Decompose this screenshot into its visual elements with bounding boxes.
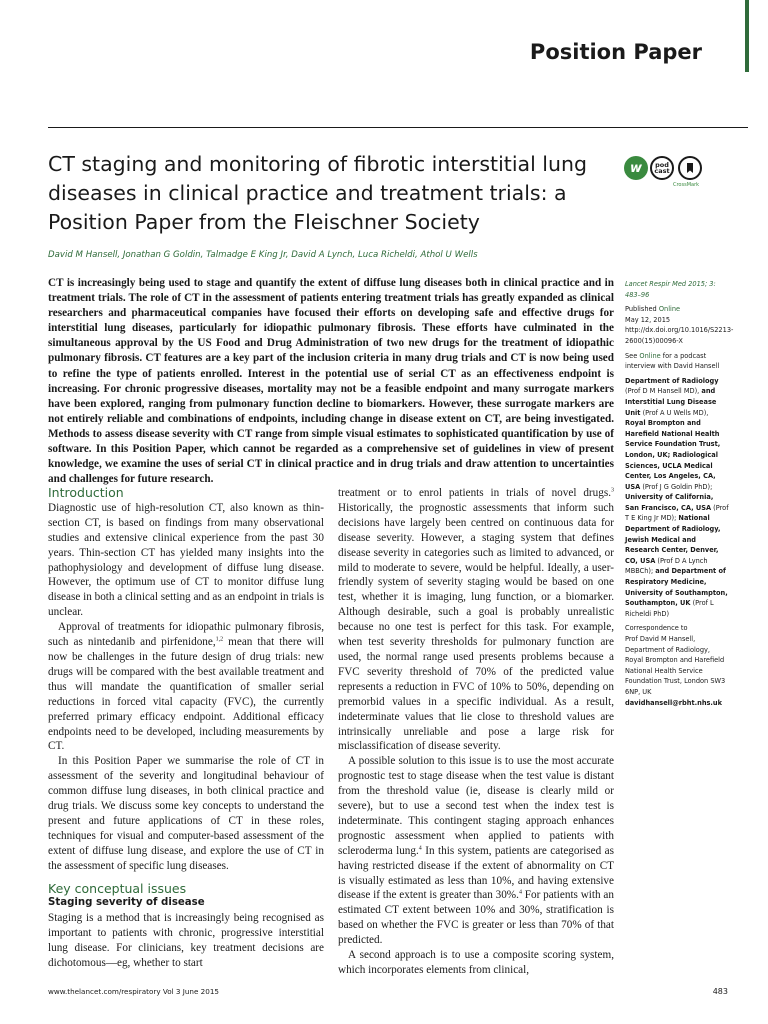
correspondence-label: Correspondence to [625, 624, 688, 633]
paragraph: A second approach is to use a composite scoring system, which incorporates elements from clinical, [338, 949, 614, 976]
affiliation-text: National Department of Radiology, Jewish Medical and Research Center, Denver, CO, USA [625, 514, 721, 565]
podcast-note-text: for a podcast interview with David Hansell [625, 351, 720, 371]
affiliation-person: (Prof J G Goldin PhD); [640, 482, 713, 491]
podcast-online-link[interactable]: Online [639, 351, 661, 360]
abstract: CT is increasingly being used to stage and quantify the extent of diffuse lung diseases both in clinical practice and in treatment trials. The role of CT in the assessment of patients entering treatment trials has greatly expanded as clinical researchers and pharmaceutical companies have focused their efforts on developing safe and effective drugs for interstitial lung diseases, particularly for idiopathic pulmonary fibrosis. These efforts have culminated in the simultaneous approval by the US Food and Drug Administration of two new drugs for the treatment of idiopathic pulmonary fibrosis. CT features are a key part of the inclusion criteria in many drug trials and CT is now being used to refine the type of patients enrolled. Interest in the potential use of serial CT as an effectiveness endpoint is increasing. For chronic progressive diseases, mortality may not be a feasible endpoint and many surrogate markers have been explored, ranging from pulmonary function decline to biomarkers. However, these surrogate markers are not entirely reliable and combinations of endpoints, including change in disease extent on CT, are being investigated. Methods to assess disease severity with CT range from simple visual estimates to sophisticated quantification by use of software. In this Position Paper, which cannot be regarded as a comprehensive set of guidelines in view of present knowledge, we examine the uses of serial CT in clinical practice and in drug trials and draw attention to uncertainties and challenges for future research. [48, 277, 614, 486]
paragraph: In this Position Paper we summarise the role of CT in assessment of the severity and longitudinal behaviour of common diffuse lung diseases, in both clinical practice and drug trials. We discuss some key concepts to understand the present and future applications of CT in these roles, techniques for visual and computer-based assessment of the extent of diffuse lung disease, and explore the use of CT in the assessment of specific lung diseases. [48, 755, 324, 872]
reference-superscript[interactable]: 4 [518, 889, 522, 896]
podcast-note [625, 351, 729, 372]
paragraph-text: Approval of treatments for idiopathic pulmonary fibrosis, such as nintedanib and pirfenidone, [48, 621, 324, 649]
article-title: CT staging and monitoring of fibrotic interstitial lung diseases in clinical practice and treatment trials: a Position Paper from the Fleischner Society [48, 152, 587, 234]
paragraph-text: A possible solution to this issue is to use the most accurate prognostic test to stage disease when the test value is distant from the threshold value (ie, disease is clearly mild or severe), but to use a second test when the index test is indeterminate. This contingent staging approach enhances prognostic assessment when applied to patients with scleroderma lung. [338, 755, 614, 857]
bookmark-icon [684, 162, 696, 174]
w-logo-icon[interactable]: w [624, 156, 648, 180]
online-link[interactable]: Online [658, 305, 681, 314]
correspondence-address: Prof David M Hansell, Department of Radiology, Royal Brompton and Harefield National Health Service Foundation Trust, London SW3 6NP, UK [625, 635, 726, 696]
paragraph-text: For patients with an estimated CT extent between 10% and 30%, stratification is based on whether the FVC is greater or less than 70% of that predicted. [338, 889, 614, 947]
podcast-icon[interactable]: pod cast [650, 156, 674, 180]
body-column-right [338, 486, 614, 978]
paragraph [338, 754, 614, 948]
affiliation-person: (Prof T E King Jr MD); [625, 503, 729, 523]
footer-journal-info[interactable]: www.thelancet.com/respiratory Vol 3 June 2015 [48, 987, 219, 996]
affiliation-person: (Prof D A Lynch MBBCh); [625, 556, 708, 576]
key-issues-heading: Key conceptual issues [48, 880, 187, 896]
affiliation-text: Royal Brompton and Harefield National Health Service Foundation Trust, London, UK; Radiological Sciences, UCLA Medical Center, Los Angeles, CA, USA [625, 419, 721, 491]
paragraph: Staging is a method that is increasingly being recognised as important to patients with chronic, progressive interstitial lung disease. For clinicians, key treatment decisions are dichotomous—eg, whether to start [48, 912, 324, 970]
accent-bar [745, 0, 749, 72]
body-column-left [48, 486, 324, 971]
affiliations [625, 376, 729, 620]
published-line [625, 304, 729, 315]
published-label: Published [625, 305, 659, 314]
page-number: 483 [712, 987, 728, 996]
publication-date: May 12, 2015 [625, 315, 671, 324]
correspondence-email[interactable]: davidhansell@rbht.nhs.uk [625, 698, 723, 707]
see-label: See [625, 351, 640, 360]
paragraph-text: In this system, patients are categorised as having restricted disease if the extent of abnormality on CT is visually estimated as less than 10%, and having extensive disease if the extent is greater than 30%. [338, 844, 614, 902]
section-label: Position Paper [529, 40, 702, 64]
affiliation-person: (Prof A U Wells MD), [640, 408, 709, 417]
paragraph [338, 486, 614, 754]
reference-superscript[interactable]: 1,2 [215, 636, 224, 643]
affiliation-text: and Interstitial Lung Disease Unit [625, 387, 717, 417]
affiliation-person: (Prof D M Hansell MD), [625, 387, 702, 396]
article-badges [624, 152, 724, 188]
crossmark-label: CrossMark [673, 182, 700, 188]
intro-heading: Introduction [48, 485, 124, 500]
affiliation-text: and Department of Respiratory Medicine, University of Southampton, Southampton, UK [625, 567, 728, 608]
doi-link[interactable]: http://dx.doi.org/10.1016/S2213-2600(15)00096-X [625, 326, 734, 345]
header-divider [48, 127, 748, 128]
staging-heading: Staging severity of disease [48, 897, 205, 909]
citation [625, 279, 729, 300]
paragraph [48, 620, 324, 754]
author-list: David M Hansell, Jonathan G Goldin, Talmadge E King Jr, David A Lynch, Luca Richeldi, Athol U Wells [48, 250, 478, 260]
paragraph-text: mean that there will now be challenges in the future design of drug trials: new drugs will be compared with the best available treatment and thus will mandate the quantification of smaller serial reductions in forced vital capacity (FVC), the currently preferred primary efficacy endpoint. Additional efficacy endpoints need to be developed, including measurements by CT. [48, 636, 324, 753]
crossmark-icon[interactable] [678, 156, 702, 180]
paragraph-text: treatment or to enrol patients in trials of novel drugs. [338, 487, 611, 499]
reference-superscript[interactable]: 4 [418, 845, 422, 852]
sidebar [625, 279, 734, 708]
affiliation-person: (Prof L Richeldi PhD) [625, 599, 714, 618]
paragraph-text: Historically, the prognostic assessments that inform such decisions have largely been centred on continuous data for disease severity. However, a staging system that defines disease severity in categories such as limited to advanced, or mild to moderate to severe, would be helpful. Ideally, a user-friendly system of severity staging would be based on one test, whether it is imaging, lung function, or a biomarker. Although desirable, such a goal is probably unrealistic because no one test is perfect for this task. For example, when test severity thresholds for pulmonary function are used, the normal range used presents problems because a FVC severity threshold of 70% of the predicted value represents a reduction in FVC of 10% to 50%, depending on premorbid values in a specific individual. As a result, indeterminate values that lie close to threshold values are intrinsically unreliable and pose a large risk for misclassification of disease severity. [338, 501, 614, 753]
journal-citation: Lancet Respir Med 2015; 3: 483–96 [625, 280, 716, 299]
paragraph: Diagnostic use of high-resolution CT, also known as thin-section CT, is based on findings from many observational studies and extensive clinical experience from the past 30 years. Thin-section CT has yielded many insights into the pathophysiology and development of diffuse lung disease. However, the optimum use of CT to monitor diffuse lung disease in both a clinical setting and as an endpoint in trials is unclear. [48, 501, 324, 619]
affiliation-text: Department of Radiology [625, 376, 719, 385]
affiliation-text: University of California, San Francisco, CA, USA [625, 493, 714, 512]
reference-superscript[interactable]: 3 [611, 487, 614, 494]
